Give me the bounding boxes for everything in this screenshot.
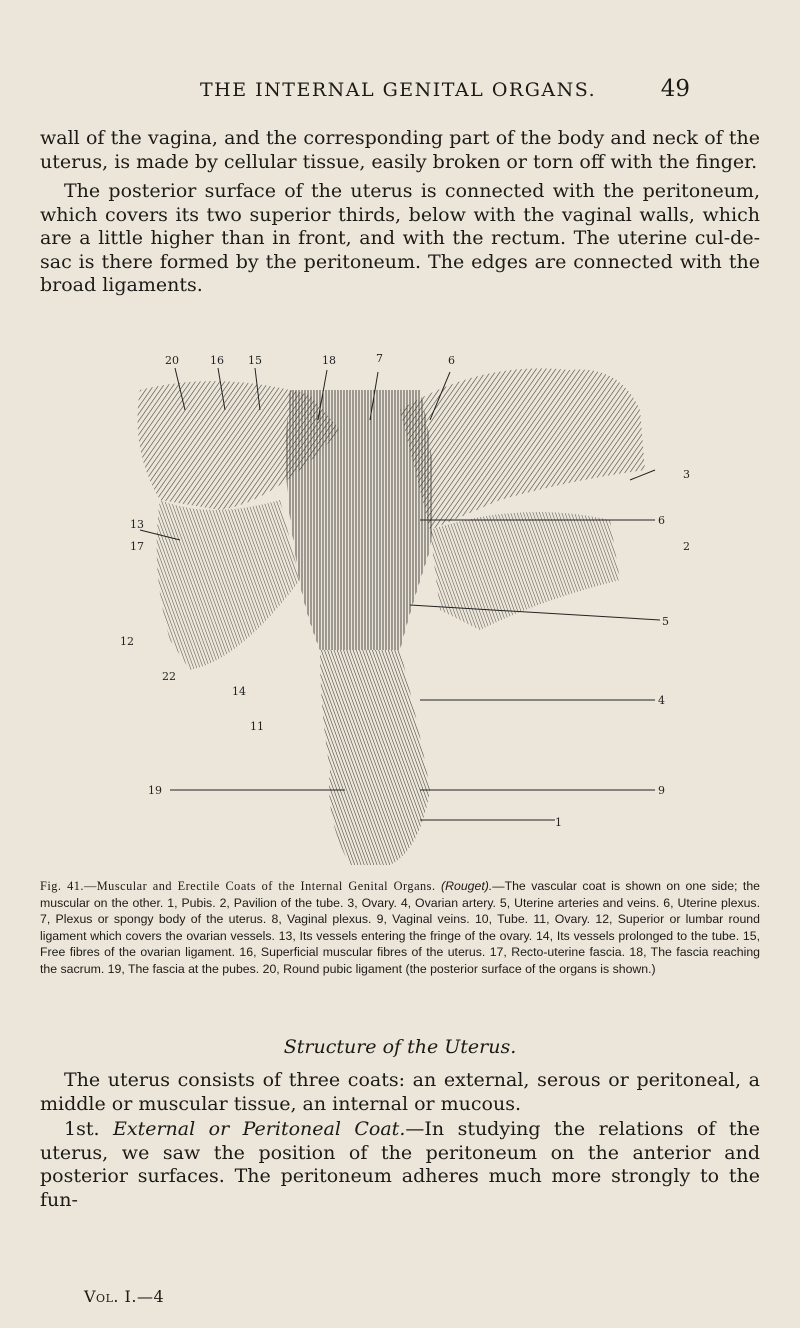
right-tube-shape bbox=[400, 368, 645, 530]
caption-source: (Rouget). bbox=[441, 879, 493, 893]
section-title: Structure of the Uterus. bbox=[283, 1036, 517, 1058]
running-head: THE INTERNAL GENITAL ORGANS. bbox=[200, 79, 597, 101]
figure-label-14: 14 bbox=[232, 685, 246, 698]
figure-label-6: 6 bbox=[658, 514, 665, 527]
section-paragraph-2 bbox=[40, 1118, 760, 1212]
figure-label-1: 1 bbox=[555, 816, 562, 829]
figure-label-19: 19 bbox=[148, 784, 162, 797]
figure-label-12: 12 bbox=[120, 635, 134, 648]
figure-label-15: 15 bbox=[248, 354, 262, 367]
figure-label-7: 7 bbox=[376, 352, 383, 365]
uterus-body-shape bbox=[286, 390, 433, 650]
figure-label-3: 3 bbox=[683, 468, 690, 481]
page-number: 49 bbox=[660, 76, 690, 102]
paragraph-2-body: —In studying the relations of the uterus, we saw the position of the peritoneum on the anterior and posterior surfaces. The peritoneum adheres much more strongly to the fun- bbox=[40, 1118, 760, 1211]
section-paragraph-1: The uterus consists of three coats: an external, serous or peritoneal, a middle or muscular tissue, an internal or mucous. bbox=[40, 1069, 760, 1115]
figure-label-20: 20 bbox=[165, 354, 179, 367]
figure-label-2: 2 bbox=[683, 540, 690, 553]
caption-heading: Fig. 41.—Muscular and Erectile Coats of the Internal Genital Organs. bbox=[40, 879, 436, 893]
left-lower-ligament-shape bbox=[157, 500, 300, 670]
intro-paragraph-2: The posterior surface of the uterus is connected with the peritoneum, which covers its two superior thirds, below with the vaginal walls, which are a little higher than in front, and with the rectum. The uterine cul-de-sac is there formed by the peritoneum. The edges are connected with the broad ligaments. bbox=[40, 180, 760, 296]
figure-label-13: 13 bbox=[130, 518, 144, 531]
figure-label-11: 11 bbox=[250, 720, 264, 733]
figure-label-22: 22 bbox=[162, 670, 176, 683]
uterus-engraving-illustration bbox=[100, 350, 700, 870]
signature-mark: Vol. I.—4 bbox=[84, 1287, 165, 1306]
intro-paragraph-1: wall of the vagina, and the corresponding part of the body and neck of the uterus, is made by cellular tissue, easily broken or torn off with the finger. bbox=[40, 127, 760, 173]
figure-caption bbox=[40, 878, 760, 977]
figure-label-6-top: 6 bbox=[448, 354, 455, 367]
caption-body: —The vascular coat is shown on one side; the muscular on the other. 1, Pubis. 2, Pavilion of the tube. 3, Ovary. 4, Ovarian artery. 5, Uterine arteries and veins. 6, Uterine plexus. 7, Plexus or spongy body of the uterus. 8, Vaginal plexus. 9, Vaginal veins. 10, Tube. 11, Ovary. 12, Superior or lumbar round ligament which covers the ovarian vessels. 13, Its vessels entering the fringe of the ovary. 14, Its vessels prolonged to the tube. 15, Free fibres of the ovarian ligament. 16, Superficial muscular fibres of the uterus. 17, Recto-uterine fascia. 18, The fascia reaching the sacrum. 19, The fascia at the pubes. 20, Round pubic ligament (the posterior surface of the organs is shown.) bbox=[40, 879, 760, 976]
figure-label-9: 9 bbox=[658, 784, 665, 797]
figure-label-17: 17 bbox=[130, 540, 144, 553]
paragraph-2-lead: 1st. bbox=[64, 1118, 100, 1140]
page-header bbox=[110, 76, 690, 102]
vagina-shape bbox=[320, 650, 430, 865]
figure-label-18: 18 bbox=[322, 354, 336, 367]
anatomical-figure bbox=[100, 350, 700, 870]
figure-label-4: 4 bbox=[658, 694, 665, 707]
figure-label-5: 5 bbox=[662, 615, 669, 628]
figure-label-16: 16 bbox=[210, 354, 224, 367]
paragraph-2-heading: External or Peritoneal Coat. bbox=[112, 1118, 406, 1140]
